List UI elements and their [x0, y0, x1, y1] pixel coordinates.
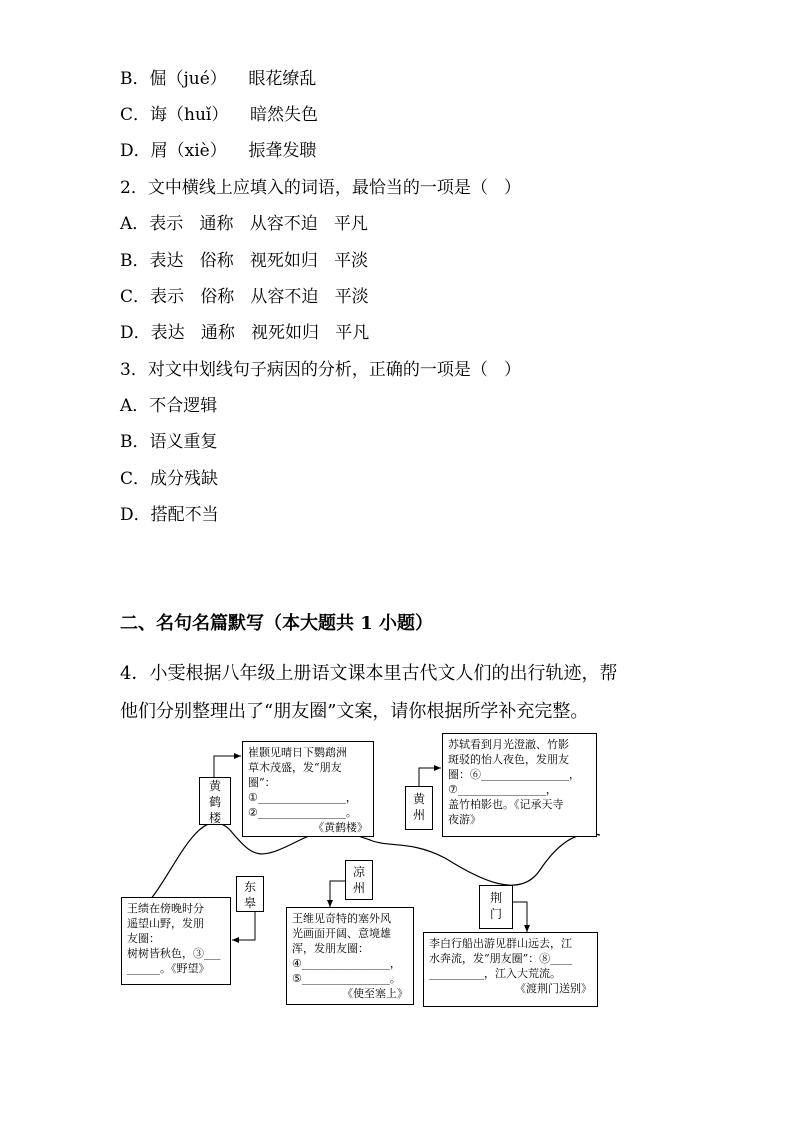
- q3-stem: 3．对文中划线句子病因的分析，正确的一项是（ ）: [120, 360, 522, 380]
- q1-option-d: D．屑（xiè） 振聋发聩: [120, 141, 317, 161]
- q3-option-d: D．搭配不当: [120, 505, 219, 525]
- q1-option-b: B．倔（jué） 眼花缭乱: [120, 69, 317, 89]
- post-box-cuihao: 崔颢见晴日下鹦鹉洲 草木茂盛，发“朋友 圈”： ①________________， ②________________。 《黄鹤楼》: [242, 741, 374, 837]
- q2-option-d: D．表达 通称 视死如归 平凡: [120, 323, 370, 343]
- q3-option-a: A．不合逻辑: [120, 396, 218, 416]
- post-box-libai: 李白行船出游见群山远去，江 水奔流，发“朋友圈”：⑧____ __________，江入大荒流。 《渡荆门送别》: [423, 932, 598, 1007]
- q2-option-b: B．表达 俗称 视死如归 平淡: [120, 251, 369, 271]
- place-liangzhou: 凉 州: [345, 860, 373, 900]
- q2-stem: 2．文中横线上应填入的词语，最恰当的一项是（ ）: [120, 178, 522, 198]
- q4-stem-line1: 4．小雯根据八年级上册语文课本里古代文人们的出行轨迹，帮: [120, 663, 618, 684]
- q1-option-c: C．诲（huǐ） 暗然失色: [120, 105, 318, 125]
- post-box-wangji: 王绩在傍晚时分 遥望山野，发朋 友圈： 树树皆秋色，③___ ______。《野望》: [121, 897, 231, 985]
- q2-option-c: C．表示 俗称 从容不迫 平淡: [120, 287, 369, 307]
- place-jingmen: 荆 门: [479, 885, 513, 929]
- q3-option-c: C．成分残缺: [120, 469, 219, 489]
- q4-stem-line2: 他们分别整理出了“朋友圈”文案，请你根据所学补充完整。: [120, 701, 589, 722]
- q2-option-a: A．表示 通称 从容不迫 平凡: [120, 214, 368, 234]
- section-title: 二、名句名篇默写（本大题共 1 小题）: [120, 613, 434, 634]
- place-huangzhou: 黄 州: [405, 786, 433, 830]
- post-box-sushi: 苏轼看到月光澄澈、竹影 斑驳的怡人夜色，发朋友 圈：⑥________________， ⑦________________， 盖竹柏影也。《记承天寺 夜游》: [442, 733, 597, 837]
- place-dongao: 东 皋: [236, 876, 264, 912]
- post-box-wangwei: 王维见奇特的塞外风 光画面开阔、意境雄 浑，发朋友圈： ④________________， ⑤________________。 《使至塞上》: [286, 907, 414, 1005]
- q3-option-b: B．语义重复: [120, 432, 218, 452]
- place-huanghelou: 黄 鹤 楼: [199, 777, 231, 825]
